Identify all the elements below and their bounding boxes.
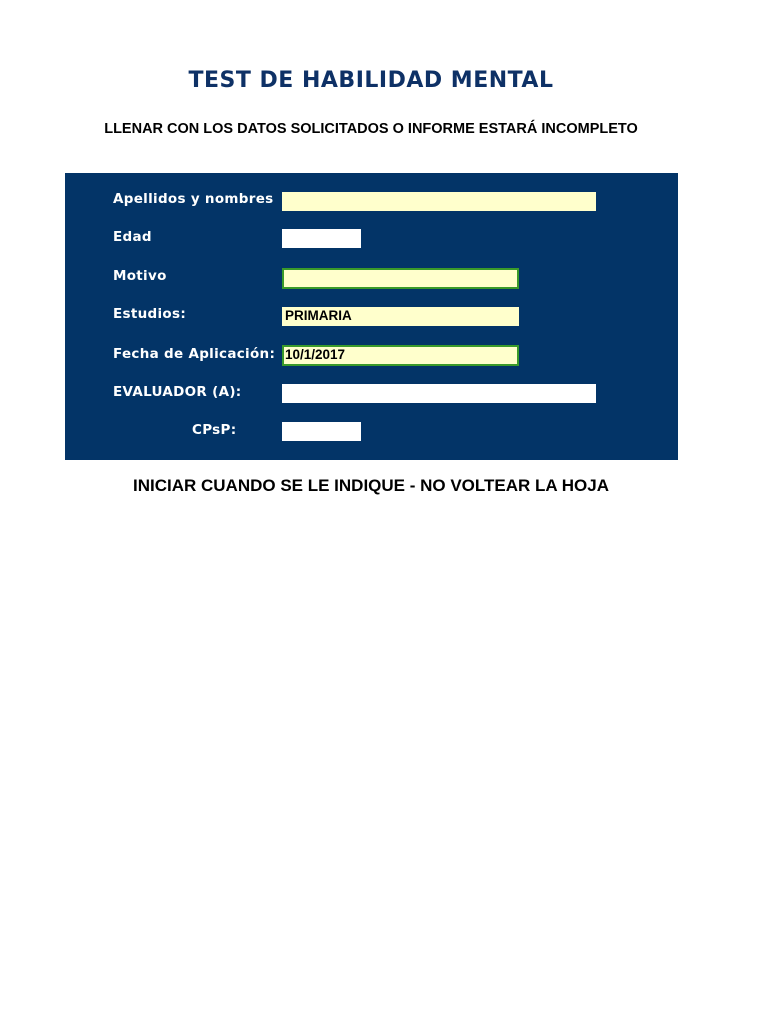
apellidos-field[interactable] [282, 192, 596, 211]
instructions-text: LLENAR CON LOS DATOS SOLICITADOS O INFORME ESTARÁ INCOMPLETO [104, 121, 638, 137]
apellidos-label: Apellidos y nombres [113, 191, 274, 207]
page-title: TEST DE HABILIDAD MENTAL [188, 68, 554, 93]
cpsp-label: CPsP: [192, 422, 237, 438]
motivo-field[interactable] [282, 268, 519, 289]
start-instruction: INICIAR CUANDO SE LE INDIQUE - NO VOLTEAR LA HOJA [132, 476, 610, 495]
evaluador-label: EVALUADOR (A): [113, 384, 242, 400]
cpsp-field[interactable] [282, 422, 361, 441]
evaluador-field[interactable] [282, 384, 596, 403]
estudios-field[interactable]: PRIMARIA [282, 307, 519, 326]
fecha-field[interactable]: 10/1/2017 [282, 345, 519, 366]
fecha-label: Fecha de Aplicación: [113, 346, 276, 362]
edad-field[interactable] [282, 229, 361, 248]
form-panel [65, 173, 678, 460]
estudios-label: Estudios: [113, 306, 187, 322]
edad-label: Edad [113, 229, 152, 245]
motivo-label: Motivo [113, 268, 167, 284]
